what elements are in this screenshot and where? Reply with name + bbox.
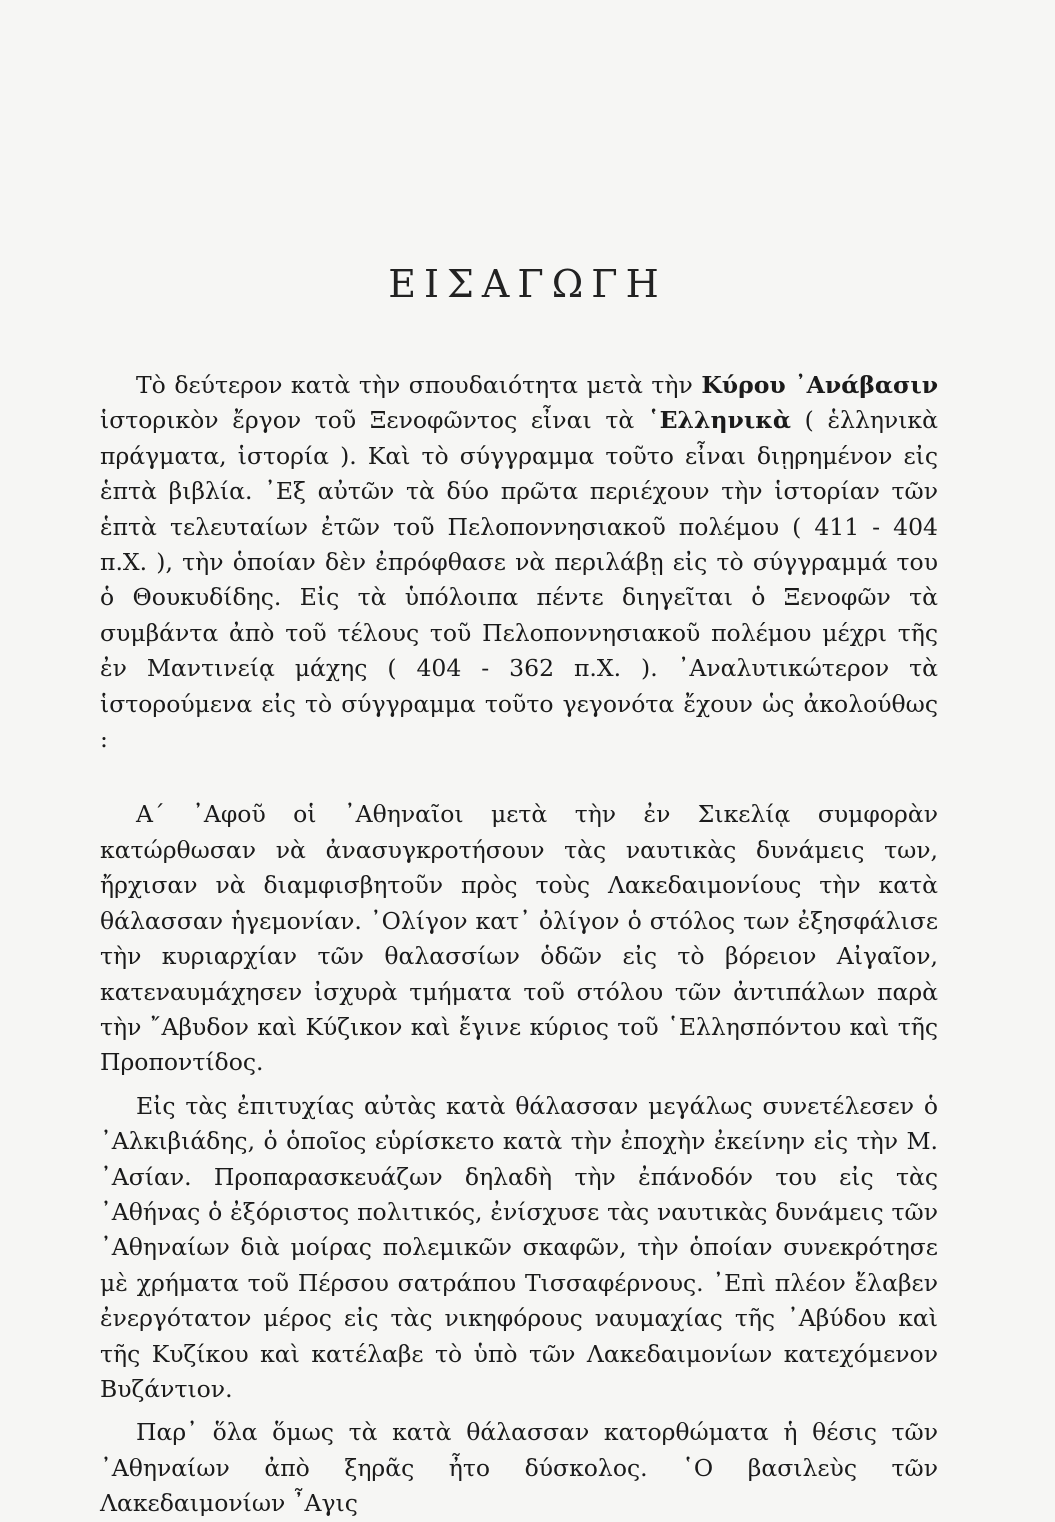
paragraph-agis: Παρ᾿ ὅλα ὅμως τὰ κατὰ θάλασσαν κατορθώματα ἡ θέσις τῶν ᾿Αθηναίων ἀπὸ ξηρᾶς ἦτο δύσκολος. ῾Ο βασιλεὺς τῶν Λακεδαιμονίων ῏Αγις: [100, 1418, 938, 1518]
paragraph-alcibiades: Εἰς τὰς ἐπιτυχίας αὐτὰς κατὰ θάλασσαν μεγάλως συνετέλεσεν ὁ ᾿Αλκιβιάδης, ὁ ὁποῖος εὑρίσκετο κατὰ τὴν ἐποχὴν ἐκείνην εἰς τὴν Μ. ᾿Ασίαν. Προπαρασκευάζων δηλαδὴ τὴν ἐπάνοδόν του εἰς τὰς ᾿Αθήνας ὁ ἐξόριστος πολιτικός, ἐνίσχυσε τὰς ναυτικὰς δυνάμεις τῶν ᾿Αθηναίων διὰ μοίρας πολεμικῶν σκαφῶν, τὴν ὁποίαν συνεκρότησε μὲ χρήματα τοῦ Πέρσου σατράπου Τισσαφέρνους. ᾿Επὶ πλέον ἔλαβεν ἐνεργότατον μέρος εἰς τὰς νικηφόρους ναυμαχίας τῆς ᾿Αβύδου καὶ τῆς Κυζίκου καὶ κατέλαβε τὸ ὑπὸ τῶν Λακεδαιμονίων κατεχόμενον Βυζάντιον.: [100, 1091, 938, 1403]
page-title: ΕΙΣΑΓΩΓΗ: [388, 262, 667, 306]
intro-paragraph: [100, 368, 938, 757]
body-text: [100, 368, 938, 1522]
intro-text-c: ( ἑλληνικὰ πράγματα, ἱστορία ). Καὶ τὸ σύγγραμμα τοῦτο εἶναι διῃρημένον εἰς ἑπτὰ βιβλία. ᾿Εξ αὐτῶν τὰ δύο πρῶτα περιέχουν τὴν ἱστορίαν τῶν ἑπτὰ τελευταίων ἐτῶν τοῦ Πελοποννησιακοῦ πολέμου ( 411 - 404 π.Χ. ), τὴν ὁποίαν δὲν ἐπρόφθασε νὰ περιλάβῃ εἰς τὸ σύγγραμμά του ὁ Θουκυδίδης. Εἰς τὰ ὑπόλοιπα πέντε διηγεῖται ὁ Ξενοφῶν τὰ συμβάντα ἀπὸ τοῦ τέλους τοῦ Πελοποννησιακοῦ πολέμου μέχρι τῆς ἐν Μαντινείᾳ μάχης ( 404 - 362 π.Χ. ). ᾿Αναλυτικώτερον τὰ ἱστορούμενα εἰς τὸ σύγγραμμα τοῦτο γεγονότα ἔχουν ὡς ἀκολούθως :: [100, 406, 938, 754]
intro-text-a: Τὸ δεύτερον κατὰ τὴν σπουδαιότητα μετὰ τὴν: [136, 371, 693, 399]
paragraph-a: Α΄ ᾿Αφοῦ οἱ ᾿Αθηναῖοι μετὰ τὴν ἐν Σικελίᾳ συμφορὰν κατώρθωσαν νὰ ἀνασυγκροτήσουν τὰς ναυτικὰς δυνάμεις των, ἤρχισαν νὰ διαμφισβητοῦν πρὸς τοὺς Λακεδαιμονίους τὴν κατὰ θάλασσαν ἡγεμονίαν. ᾿Ολίγον κατ᾿ ὀλίγον ὁ στόλος των ἐξησφάλισε τὴν κυριαρχίαν τῶν θαλασσίων ὁδῶν εἰς τὸ βόρειον Αἰγαῖον, κατεναυμάχησεν ἰσχυρὰ τμήματα τοῦ στόλου τῶν ἀντιπάλων παρὰ τὴν ῎Αβυδον καὶ Κύζικον καὶ ἔγινε κύριος τοῦ ῾Ελλησπόντου καὶ τῆς Προποντίδος.: [100, 800, 938, 1077]
hellenika-term: ῾Ελληνικὰ: [647, 406, 791, 435]
anabasis-term: Κύρου ᾿Ανάβασιν: [701, 371, 938, 399]
intro-text-b: ἱστορικὸν ἔργον τοῦ Ξενοφῶντος εἶναι τὰ: [100, 406, 635, 435]
